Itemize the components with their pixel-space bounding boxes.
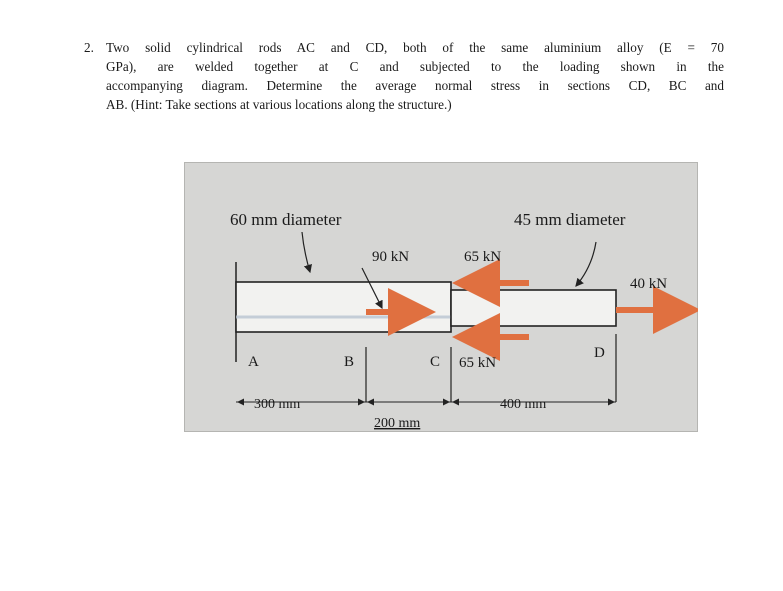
- problem-line-1: Two solid cylindrical rods AC and CD, both of the same aluminium alloy (E = 70: [106, 40, 724, 55]
- label-c: C: [430, 354, 441, 370]
- label-40-kn: 40 kN: [630, 276, 668, 292]
- problem-number: 2.: [84, 40, 94, 55]
- label-b: B: [344, 354, 355, 370]
- problem-statement: [84, 38, 724, 114]
- rod-loading-diagram: [184, 162, 698, 432]
- label-45-diameter: 45 mm diameter: [514, 210, 626, 229]
- label-dim-cd: 400 mm: [500, 397, 547, 412]
- label-90-kn: 90 kN: [372, 249, 410, 265]
- label-65-kn-bottom: 65 kN: [459, 355, 497, 371]
- diagram-svg: [184, 162, 698, 432]
- label-d: D: [594, 345, 605, 361]
- rod-ac: [236, 282, 451, 332]
- problem-text: [106, 38, 724, 114]
- rod-cd: [451, 290, 616, 326]
- problem-line-2: GPa), are welded together at C and subjected to the loading shown in the: [106, 59, 724, 74]
- label-dim-ab: 300 mm: [254, 397, 301, 412]
- problem-line-3: accompanying diagram. Determine the average normal stress in sections CD, BC and: [106, 78, 724, 93]
- label-a: A: [248, 354, 259, 370]
- problem-line-4: AB. (Hint: Take sections at various locations along the structure.): [106, 97, 452, 112]
- label-dim-bc: 200 mm: [374, 416, 421, 431]
- label-65-kn-top: 65 kN: [464, 249, 502, 265]
- label-60-diameter: 60 mm diameter: [230, 210, 342, 229]
